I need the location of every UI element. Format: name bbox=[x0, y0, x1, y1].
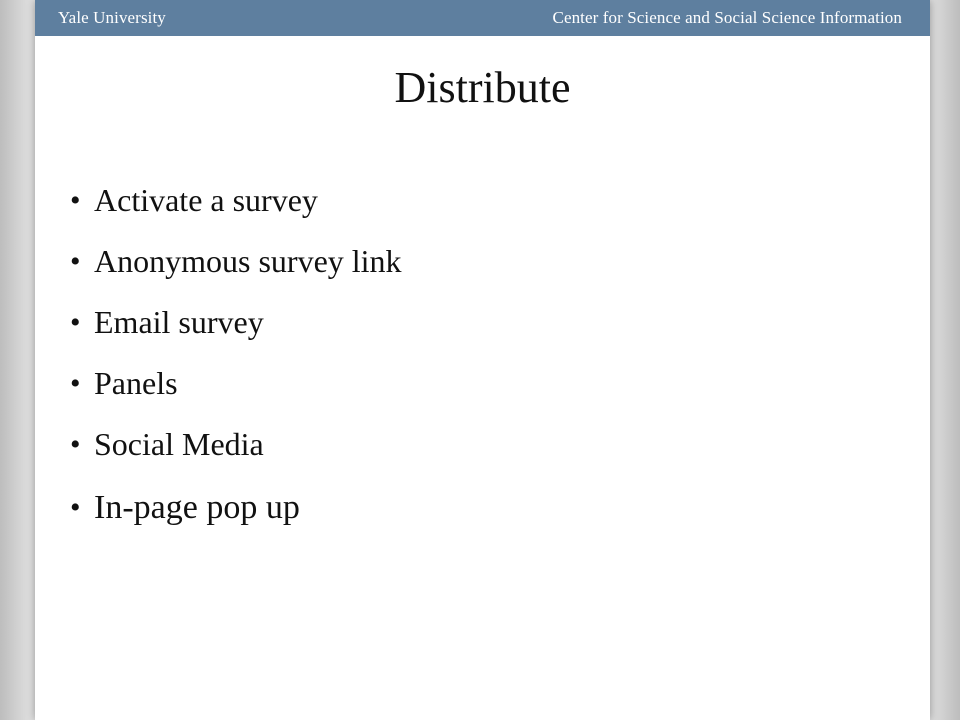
bullet-item bbox=[70, 414, 402, 475]
bullet-text: In-page pop up bbox=[94, 489, 300, 526]
bullet-text: Panels bbox=[94, 365, 178, 401]
bullet-icon: • bbox=[70, 184, 81, 217]
bullet-text: Social Media bbox=[94, 426, 264, 462]
slide bbox=[35, 0, 930, 720]
bullet-item bbox=[70, 353, 402, 414]
bullet-icon: • bbox=[70, 491, 81, 524]
bullet-icon: • bbox=[70, 306, 81, 339]
department-name: Center for Science and Social Science Information bbox=[552, 8, 902, 27]
institution-name: Yale University bbox=[58, 8, 166, 27]
bullet-text: Anonymous survey link bbox=[94, 243, 402, 279]
bullet-text: Email survey bbox=[94, 304, 264, 340]
bullet-icon: • bbox=[70, 428, 81, 461]
bullet-list bbox=[70, 170, 402, 538]
bullet-item bbox=[70, 231, 402, 292]
bullet-item bbox=[70, 170, 402, 231]
bullet-icon: • bbox=[70, 367, 81, 400]
bullet-icon: • bbox=[70, 245, 81, 278]
bullet-item bbox=[70, 292, 402, 353]
bullet-item bbox=[70, 477, 402, 538]
header-banner bbox=[35, 0, 930, 36]
slide-title: Distribute bbox=[394, 63, 571, 112]
bullet-text: Activate a survey bbox=[94, 182, 318, 218]
